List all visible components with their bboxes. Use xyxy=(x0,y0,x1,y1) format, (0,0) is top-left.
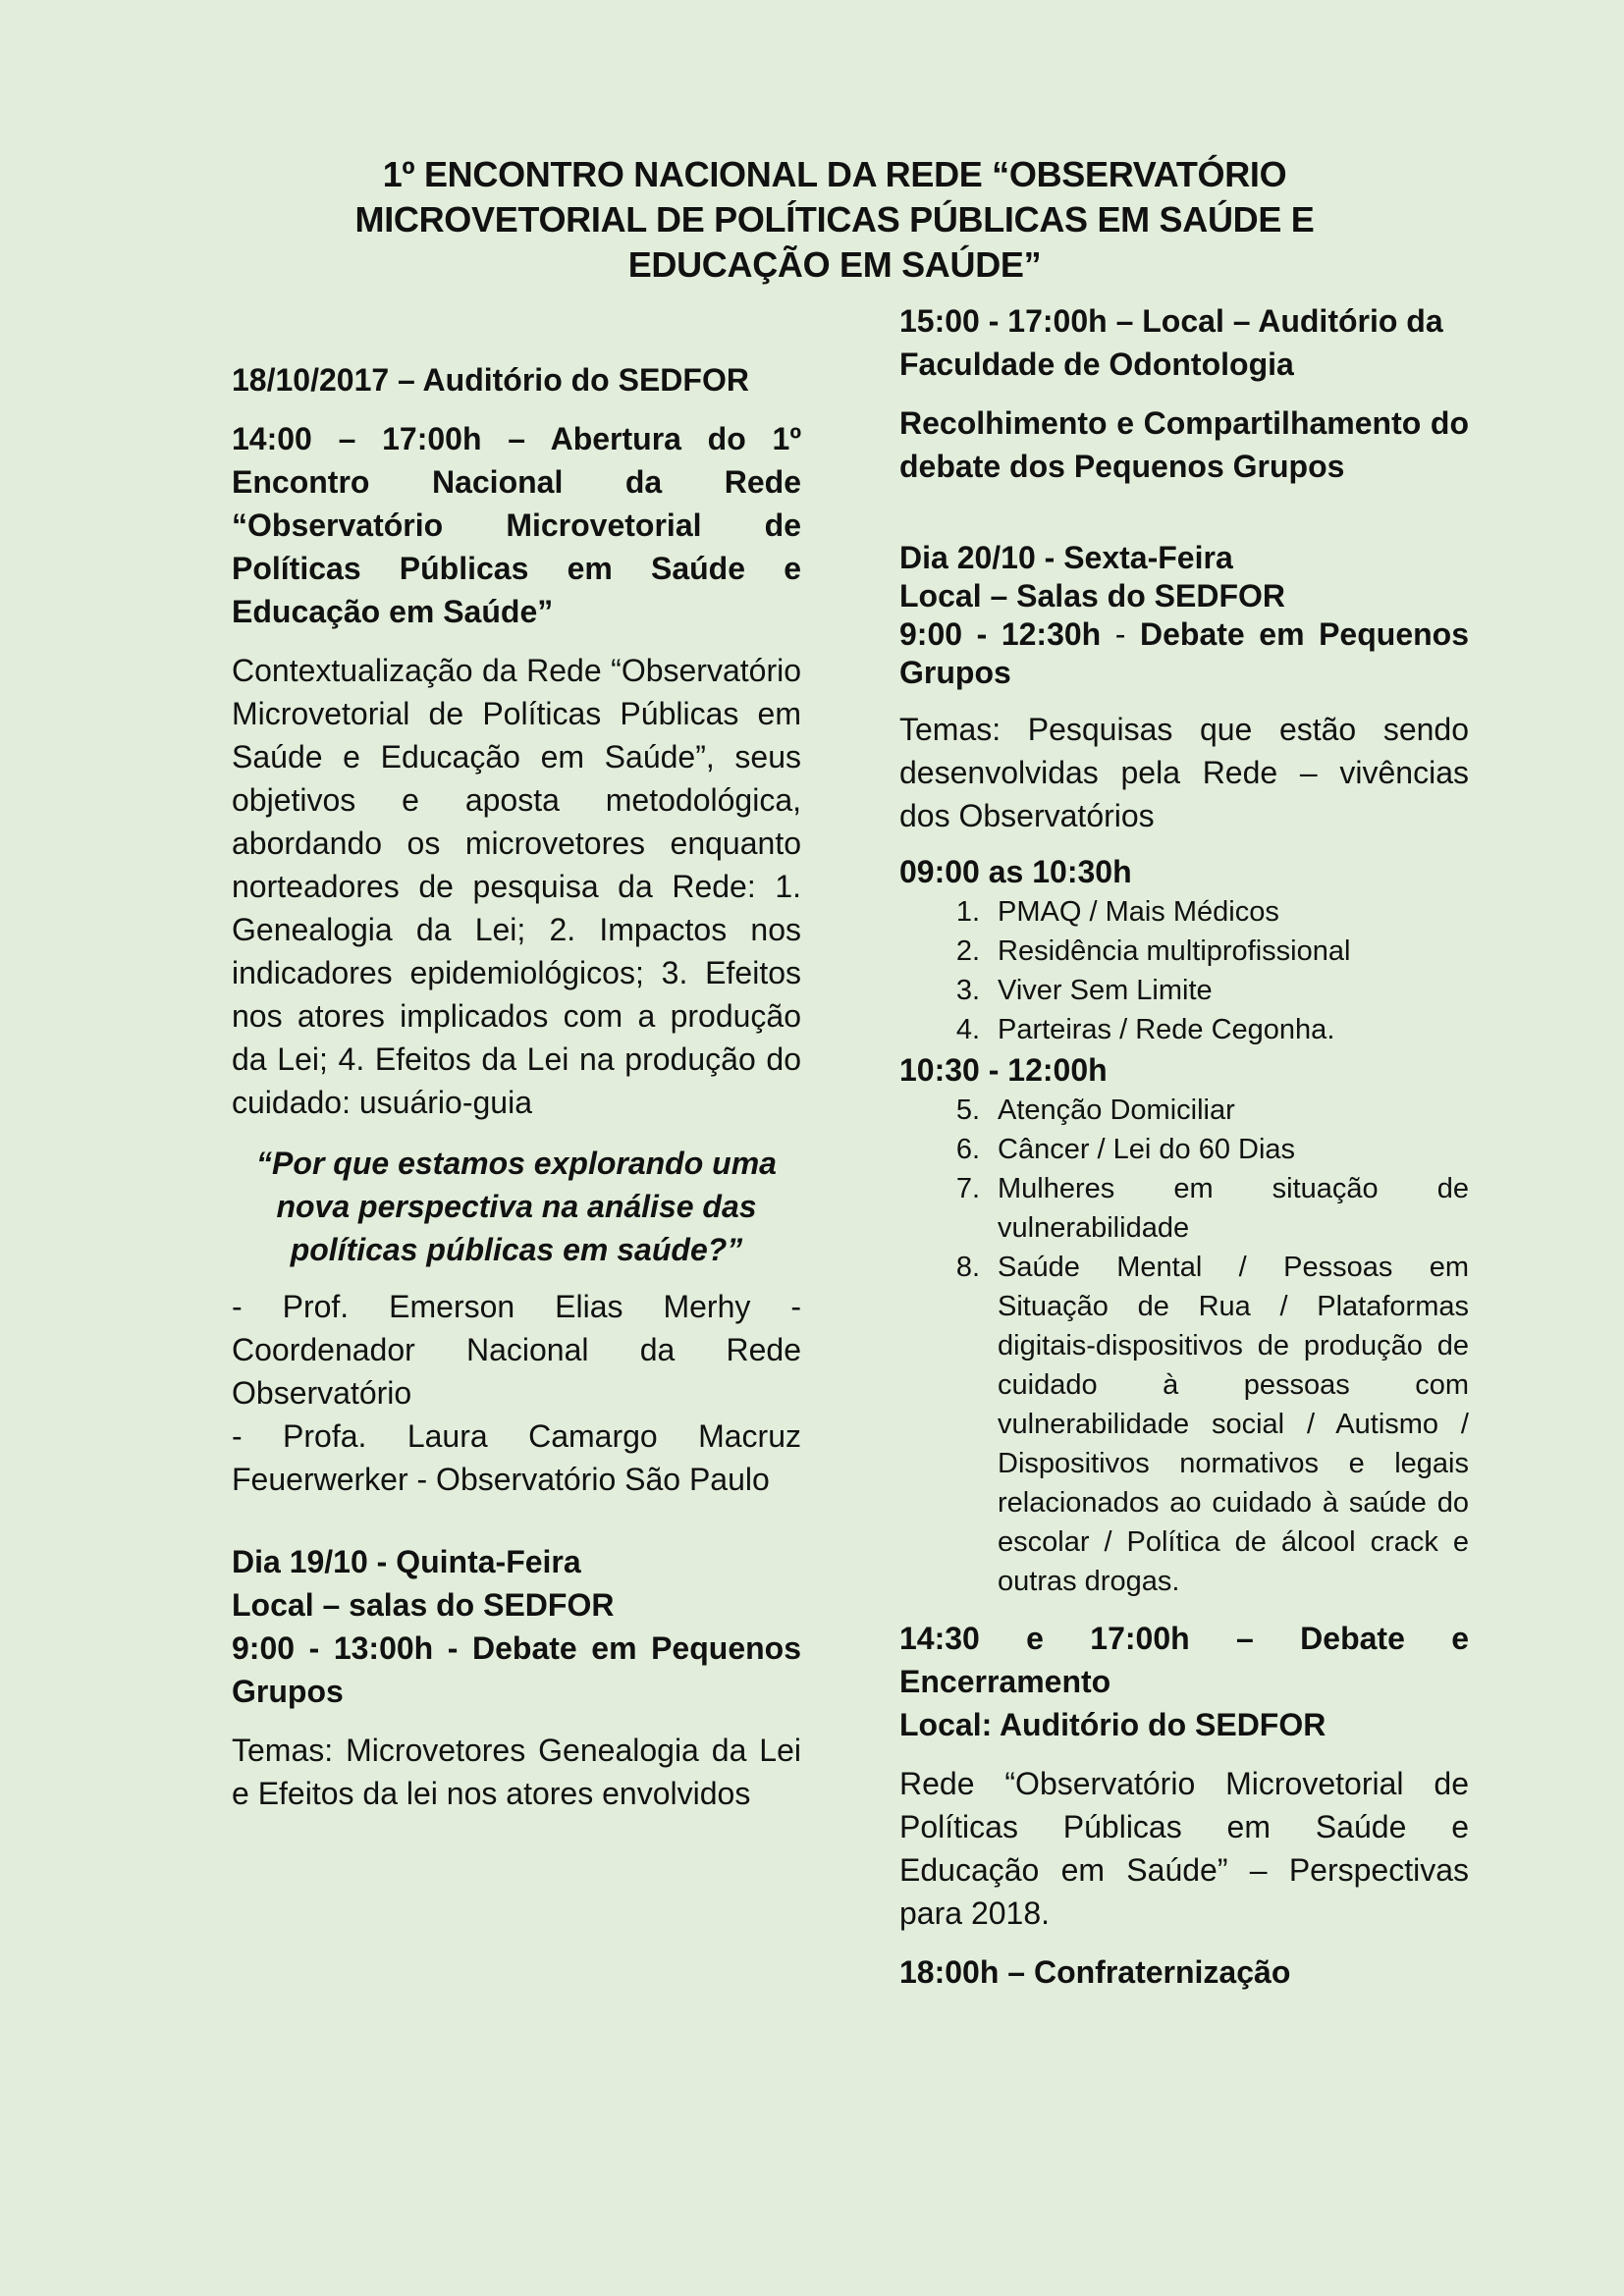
day2-themes: Temas: Microvetores Genealogia da Lei e Efeitos da lei nos atores envolvidos xyxy=(232,1733,801,1811)
time-slot-1: 09:00 as 10:30h xyxy=(899,854,1132,889)
social-event: 18:00h – Confraternização xyxy=(899,1954,1291,1990)
list-item xyxy=(899,1010,1469,1049)
item-text: Câncer / Lei do 60 Dias xyxy=(998,1134,1296,1165)
day3-themes: Temas: Pesquisas que estão sendo desenvolvidas pela Rede – vivências dos Observatórios xyxy=(899,712,1469,833)
closing-session: 14:30 e 17:00h – Debate e Encerramento xyxy=(899,1621,1469,1699)
day1-description: Contextualização da Rede “Observatório Microvetorial de Políticas Públicas em Saúde e Educação em Saúde”, seus objetivos e aposta metodológica, abordando os microvetores enquanto norteadores de pesquisa da Rede: 1. Genealogia da Lei; 2. Impactos nos indicadores epidemiológicos; 3. Efeitos nos atores implicados com a produção da Lei; 4. Efeitos da Lei na produção do cuidado: usuário-guia xyxy=(232,653,801,1120)
slot1-list xyxy=(899,892,1469,1049)
list-item xyxy=(899,892,1469,932)
list-item xyxy=(899,1169,1469,1248)
day3-session xyxy=(899,615,1469,692)
item-text: Saúde Mental / Pessoas em Situação de Rua / Plataformas digitais-dispositivos de produção de cuidado à pessoas com vulnerabilidade social / Autismo / Dispositivos normativos e legais relacionados ao cuidado à saúde do escolar / Política de álcool crack e outras drogas. xyxy=(998,1252,1469,1597)
day3-session-title: Debate em Pequenos Grupos xyxy=(899,616,1469,690)
left-column xyxy=(232,358,801,1815)
day2-afternoon-session: 15:00 - 17:00h – Local – Auditório da Faculdade de Odontologia xyxy=(899,303,1443,382)
day1-session: 14:00 – 17:00h – Abertura do 1º Encontro Nacional da Rede “Observatório Microvetorial de Políticas Públicas em Saúde e Educação em Saúde” xyxy=(232,421,801,629)
day2-afternoon-description: Recolhimento e Compartilhamento do debate dos Pequenos Grupos xyxy=(899,405,1469,484)
speaker-2: - Profa. Laura Camargo Macruz Feuerwerker - Observatório São Paulo xyxy=(232,1418,801,1497)
day2-header: Dia 19/10 - Quinta-Feira xyxy=(232,1544,581,1579)
item-text: Parteiras / Rede Cegonha. xyxy=(998,1014,1335,1045)
item-text: PMAQ / Mais Médicos xyxy=(998,896,1279,928)
item-number: 5. xyxy=(955,1095,980,1126)
time-slot-2: 10:30 - 12:00h xyxy=(899,1052,1108,1088)
day2-session: 9:00 - 13:00h - Debate em Pequenos Grupos xyxy=(232,1630,801,1709)
item-text: Atenção Domiciliar xyxy=(998,1095,1235,1126)
item-text: Mulheres em situação de vulnerabilidade xyxy=(998,1173,1469,1244)
list-item xyxy=(899,1248,1469,1601)
item-number: 3. xyxy=(955,975,980,1006)
day3-block xyxy=(899,539,1469,692)
item-text: Residência multiprofissional xyxy=(998,935,1351,967)
list-item xyxy=(899,971,1469,1010)
item-text: Viver Sem Limite xyxy=(998,975,1213,1006)
speaker-1: - Prof. Emerson Elias Merhy - Coordenador Nacional da Rede Observatório xyxy=(232,1289,801,1411)
list-item xyxy=(899,1130,1469,1169)
item-number: 4. xyxy=(955,1014,980,1045)
day3-header: Dia 20/10 - Sexta-Feira xyxy=(899,540,1233,575)
right-column xyxy=(899,299,1469,1994)
day2-block xyxy=(232,1540,801,1713)
item-number: 1. xyxy=(955,896,980,928)
day2-local: Local – salas do SEDFOR xyxy=(232,1587,615,1623)
list-item xyxy=(899,932,1469,971)
closing-local: Local: Auditório do SEDFOR xyxy=(899,1707,1326,1742)
document-title: 1º ENCONTRO NACIONAL DA REDE “OBSERVATÓRIO MICROVETORIAL DE POLÍTICAS PÚBLICAS EM SAÚDE E EDUCAÇÃO EM SAÚDE” xyxy=(354,154,1315,285)
item-number: 6. xyxy=(955,1134,980,1165)
item-number: 2. xyxy=(955,935,980,967)
day3-session-time: 9:00 - 12:30h xyxy=(899,616,1102,652)
day3-session-separator: - xyxy=(1101,616,1140,652)
closing-description: Rede “Observatório Microvetorial de Políticas Públicas em Saúde e Educação em Saúde” – Perspectivas para 2018. xyxy=(899,1766,1469,1931)
slot2-list xyxy=(899,1091,1469,1601)
closing-block xyxy=(899,1617,1469,1746)
list-item xyxy=(899,1091,1469,1130)
day3-local: Local – Salas do SEDFOR xyxy=(899,578,1285,614)
day1-header: 18/10/2017 – Auditório do SEDFOR xyxy=(232,362,749,398)
quote: “Por que estamos explorando uma nova perspectiva na análise das políticas públicas em saúde?” xyxy=(256,1146,777,1267)
item-number: 7. xyxy=(955,1173,980,1204)
item-number: 8. xyxy=(955,1252,980,1283)
